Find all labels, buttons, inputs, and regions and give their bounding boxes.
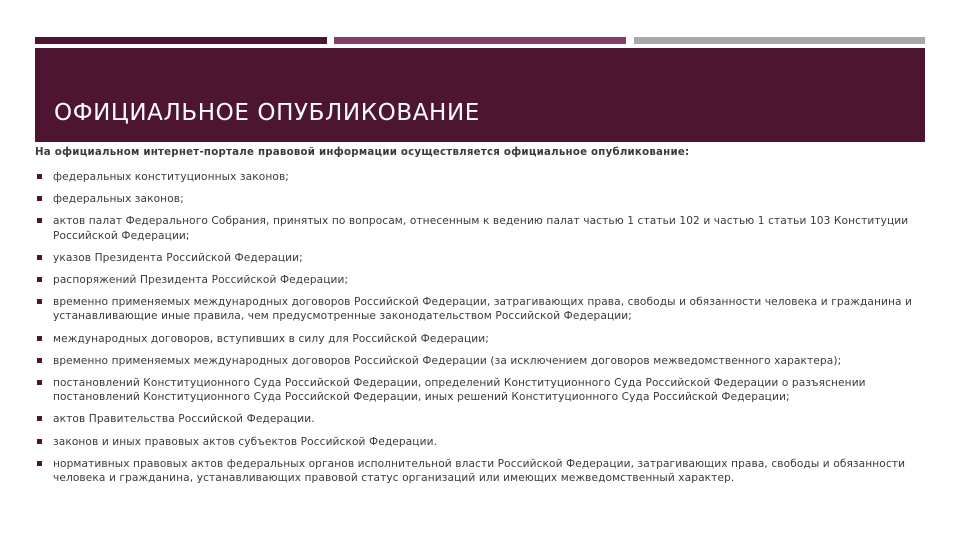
list-item xyxy=(35,214,915,242)
list-item xyxy=(35,295,915,323)
square-bullet-icon xyxy=(37,416,42,421)
list-item-text: распоряжений Президента Российской Федерации; xyxy=(53,274,349,287)
square-bullet-icon xyxy=(37,255,42,260)
list-item-text: законов и иных правовых актов субъектов Российской Федерации. xyxy=(53,435,438,448)
list-item xyxy=(35,273,915,287)
bullet-list xyxy=(35,170,915,485)
list-item xyxy=(35,412,915,426)
list-item-text: постановлений Конституционного Суда Российской Федерации, определений Конституционного Суда Российской Федерации о разъяснении постановлений Конституционного Суда Российской Федерации, иных решений Конституционного Суда Российской Федерации; xyxy=(53,377,866,404)
list-item xyxy=(35,457,915,485)
list-item-text: актов палат Федерального Собрания, принятых по вопросам, отнесенным к ведению палат частью 1 статьи 102 и частью 1 статьи 103 Конституции Российской Федерации; xyxy=(53,215,909,242)
list-item xyxy=(35,332,915,346)
list-item xyxy=(35,435,915,449)
intro-text: На официальном интернет-портале правовой информации осуществляется официальное опубликование: xyxy=(35,147,690,158)
square-bullet-icon xyxy=(37,196,42,201)
list-item-text: временно применяемых международных договоров Российской Федерации, затрагивающих права, свободы и обязанности человека и гражданина и устанавливающие иные правила, чем предусмотренные законодательством Российской Федерации; xyxy=(53,296,913,323)
accent-bar-dark xyxy=(35,37,327,44)
slide-content xyxy=(35,146,915,493)
square-bullet-icon xyxy=(37,299,42,304)
list-item-text: федеральных конституционных законов; xyxy=(53,171,289,183)
square-bullet-icon xyxy=(37,174,42,179)
square-bullet-icon xyxy=(37,380,42,385)
accent-bar-light xyxy=(634,37,925,44)
square-bullet-icon xyxy=(37,277,42,282)
square-bullet-icon xyxy=(37,439,42,444)
list-item-text: нормативных правовых актов федеральных органов исполнительной власти Российской Федерации, затрагивающих права, свободы и обязанности человека и гражданина, устанавливающих правовой статус организаций или имеющих межведомственный характер. xyxy=(53,457,906,485)
list-item xyxy=(35,354,915,368)
square-bullet-icon xyxy=(37,358,42,363)
slide-title: ОФИЦИАЛЬНОЕ ОПУБЛИКОВАНИЕ xyxy=(54,100,480,126)
list-item xyxy=(35,376,915,404)
list-item xyxy=(35,192,915,206)
square-bullet-icon xyxy=(37,336,42,341)
square-bullet-icon xyxy=(37,218,42,223)
title-band xyxy=(35,48,925,142)
list-item-text: федеральных законов; xyxy=(53,193,184,206)
square-bullet-icon xyxy=(37,461,42,466)
list-item xyxy=(35,170,915,184)
accent-bar-mid xyxy=(334,37,626,44)
list-item-text: указов Президента Российской Федерации; xyxy=(53,251,303,264)
list-item-text: временно применяемых международных договоров Российской Федерации (за исключением договоров межведомственного характера); xyxy=(53,354,842,367)
list-item-text: международных договоров, вступивших в силу для Российской Федерации; xyxy=(53,332,489,345)
list-item xyxy=(35,251,915,265)
list-item-text: актов Правительства Российской Федерации. xyxy=(53,413,315,426)
